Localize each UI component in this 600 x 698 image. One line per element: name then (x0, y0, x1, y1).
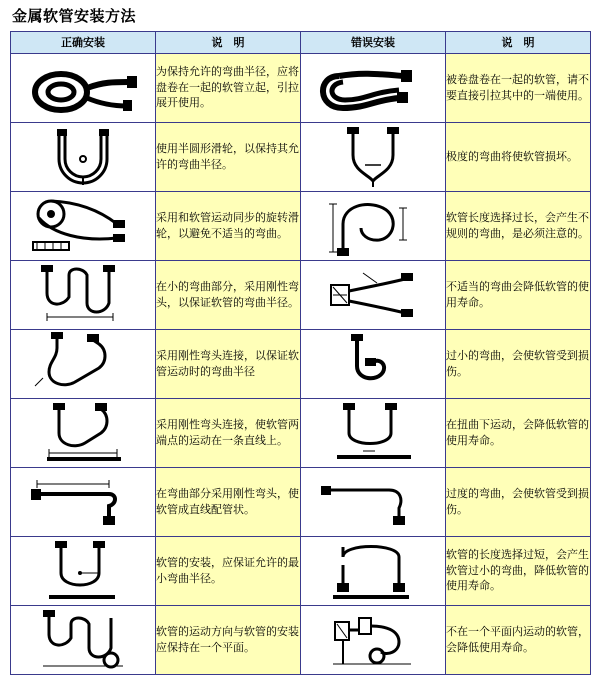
note-cell-correct: 在弯曲部分采用刚性弯头，使软管成直线配管状。 (156, 467, 301, 536)
figure-cell-wrong (301, 467, 446, 536)
figure-cell-correct (11, 467, 156, 536)
figure-cell-correct (11, 53, 156, 122)
note-cell-wrong: 软管长度选择过长，会产生不规则的弯曲，是必须注意的。 (446, 191, 591, 260)
note-cell-wrong: 极度的弯曲将使软管损坏。 (446, 122, 591, 191)
coiled-hose-pulled-figure (303, 56, 443, 120)
note-cell-correct: 为保持允许的弯曲半径，应将盘卷在一起的软管立起，引拉展开使用。 (156, 53, 301, 122)
note-cell-wrong: 软管的长度选择过短，会产生软管过小的弯曲，降低软管的使用寿命。 (446, 536, 591, 605)
note-cell-correct: 采用和软管运动同步的旋转滑轮，以避免不适当的弯曲。 (156, 191, 301, 260)
header-correct-install: 正确安装 (11, 31, 156, 53)
note-cell-correct: 采用刚性弯头连接，以保证软管运动时的弯曲半径 (156, 329, 301, 398)
synchronized-rotating-pulley-figure (13, 194, 153, 258)
figure-cell-correct (11, 260, 156, 329)
table-row (11, 605, 591, 674)
table-row (11, 53, 591, 122)
figure-cell-correct (11, 329, 156, 398)
figure-cell-wrong (301, 260, 446, 329)
figure-cell-correct (11, 191, 156, 260)
out-of-plane-motion-figure (303, 608, 443, 672)
note-cell-wrong: 不在一个平面内运动的软管，会降低使用寿命。 (446, 605, 591, 674)
table-row (11, 467, 591, 536)
page-title: 金属软管安装方法 (12, 7, 137, 25)
table-row (11, 329, 591, 398)
figure-cell-wrong (301, 536, 446, 605)
note-cell-wrong: 被卷盘卷在一起的软管，请不要直接引拉其中的一端使用。 (446, 53, 591, 122)
note-cell-correct: 软管的运动方向与软管的安装应保持在一个平面。 (156, 605, 301, 674)
figure-cell-correct (11, 536, 156, 605)
figure-cell-correct (11, 398, 156, 467)
figure-cell-wrong (301, 53, 446, 122)
rigid-elbow-straight-line-figure (13, 401, 153, 465)
coiled-hose-standing-figure (13, 56, 153, 120)
figure-cell-correct (11, 122, 156, 191)
figure-cell-wrong (301, 398, 446, 467)
same-plane-motion-figure (13, 608, 153, 672)
figure-cell-wrong (301, 191, 446, 260)
note-cell-correct: 采用刚性弯头连接，使软管两端点的运动在一条直线上。 (156, 398, 301, 467)
note-cell-wrong: 在扭曲下运动，会降低软管的使用寿命。 (446, 398, 591, 467)
note-cell-correct: 软管的安装，应保证允许的最小弯曲半径。 (156, 536, 301, 605)
minimum-bend-radius-install-figure (13, 539, 153, 603)
rigid-bend-small-radius-figure (13, 263, 153, 327)
too-small-bend-figure (303, 332, 443, 396)
note-cell-wrong: 不适当的弯曲会降低软管的使用寿命。 (446, 260, 591, 329)
straight-pipe-with-elbow-figure (13, 470, 153, 534)
excessive-bend-figure (303, 470, 443, 534)
figure-cell-wrong (301, 122, 446, 191)
note-cell-correct: 在小的弯曲部分，采用刚性弯头，以保证软管的弯曲半径。 (156, 260, 301, 329)
improper-bend-figure (303, 263, 443, 327)
figure-cell-wrong (301, 329, 446, 398)
header-wrong-note: 说 明 (446, 31, 591, 53)
header-correct-note: 说 明 (156, 31, 301, 53)
table-header-row (11, 31, 591, 53)
table-row (11, 536, 591, 605)
note-cell-correct: 使用半圆形滑轮，以保持其允许的弯曲半径。 (156, 122, 301, 191)
rigid-elbow-connection-figure (13, 332, 153, 396)
sharp-bend-hose-figure (303, 125, 443, 189)
table-row (11, 398, 591, 467)
figure-cell-wrong (301, 605, 446, 674)
table-row (11, 122, 591, 191)
table-row (11, 191, 591, 260)
table-row (11, 260, 591, 329)
half-round-pulley-figure (13, 125, 153, 189)
note-cell-wrong: 过度的弯曲，会使软管受到损伤。 (446, 467, 591, 536)
header-wrong-install: 错误安装 (301, 31, 446, 53)
twisting-motion-figure (303, 401, 443, 465)
figure-cell-correct (11, 605, 156, 674)
note-cell-wrong: 过小的弯曲，会使软管受到损伤。 (446, 329, 591, 398)
hose-installation-table (10, 31, 591, 675)
excess-length-loop-figure (303, 194, 443, 258)
short-length-bend-figure (303, 539, 443, 603)
